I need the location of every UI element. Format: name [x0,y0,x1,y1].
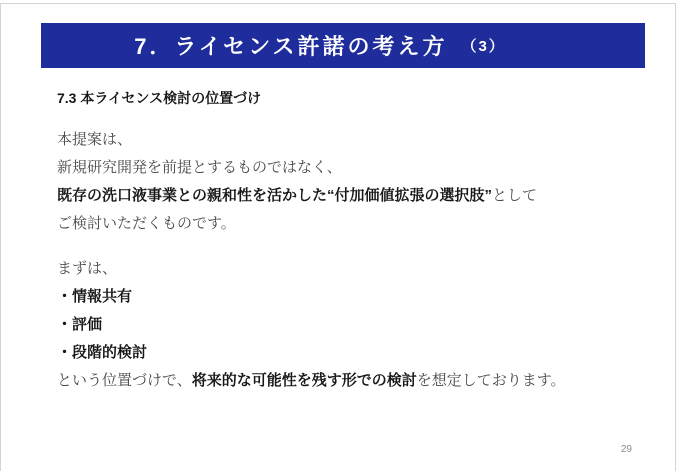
page-number: 29 [620,444,632,455]
text-line [57,182,566,210]
text-run: という位置づけで、 [57,372,192,389]
positioning-paragraph [57,255,566,395]
section-subtitle: 7.3 本ライセンス検討の位置づけ [57,90,262,106]
text-line: ご検討いただくものです。 [57,215,236,232]
text-run: として [492,187,538,204]
closing-line [57,367,566,395]
text-line: 本提案は、 [57,131,133,148]
slide-frame [0,3,676,471]
bullet-item: ・情報共有 [57,288,133,305]
intro-paragraph [57,126,566,238]
text-line: まずは、 [57,260,118,277]
emphasis-text: 将来的な可能性を残す形での検討 [191,372,417,389]
text-line: 新規研究開発を前提とするものではなく、 [57,159,342,176]
slide-title-bar [41,23,645,68]
slide-title: 7．ライセンス許諾の考え方 [134,34,448,59]
slide-body [57,88,566,395]
bullet-item: ・評価 [57,316,103,333]
emphasis-text: 既存の洗口液事業との親和性を活かした“付加価値拡張の選択肢” [57,187,493,204]
text-run: を想定しております。 [416,372,566,389]
slide-title-suffix: （3） [461,38,506,55]
bullet-item: ・段階的検討 [57,344,148,361]
